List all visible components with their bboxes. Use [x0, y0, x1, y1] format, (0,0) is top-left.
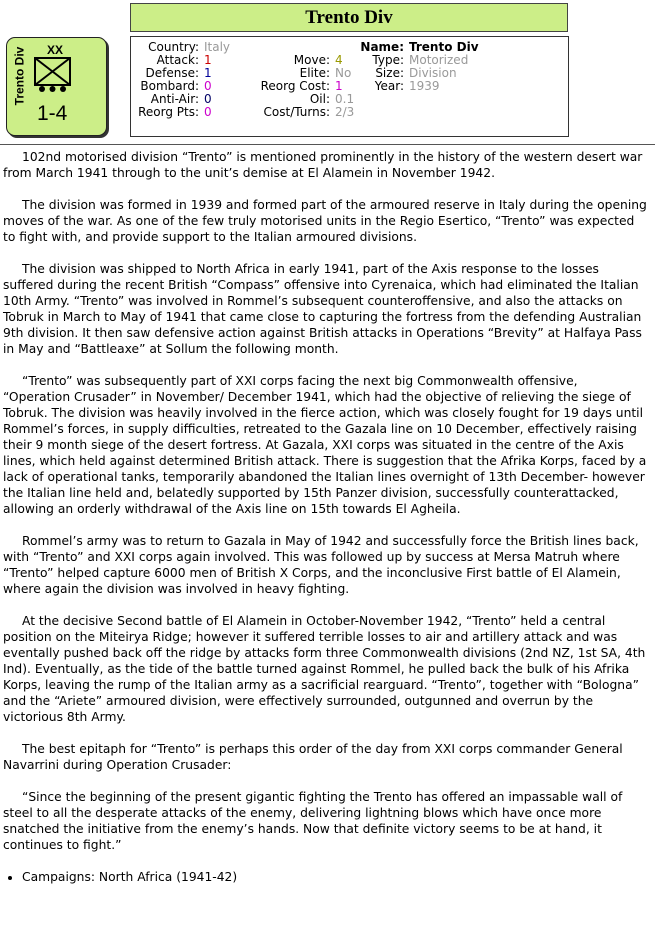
paragraph: 102nd motorised division “Trento” is mentioned prominently in the history of the western desert war from March 1941 through to the unit’s demise at El Alamein in November 1942.	[3, 150, 643, 180]
campaigns-list	[3, 869, 647, 885]
paragraph: The best epitaph for “Trento” is perhaps this order of the day from XXI corps commander General Navarrini during Operation Crusader:	[3, 742, 623, 772]
anti-air-row: Anti-Air: 0	[150, 92, 212, 106]
unit-description	[3, 149, 647, 885]
defense-row: Defense: 1	[145, 66, 212, 80]
header-divider	[0, 144, 655, 145]
unit-info-panel	[130, 36, 569, 137]
paragraph: At the decisive Second battle of El Alamein in October-November 1942, “Trento” held a central position on the Miteirya Ridge; however it suffered terrible losses to air and artillery attack and was eventally pushed back off the ridge by attacks form three Commonwealth divisions (2nd NZ, 1st SA, 4th Ind). Eventually, as the tide of the battle turned against Rommel, he pulled back the bulk of his Afrika Korps, leaving the rump of the Italian army as a sacrificial rearguard. “Trento”, together with “Bologna” and the “Ariete” armoured division, were effectively surrounded, outgunned and overrun by the victorious 8th Army.	[3, 614, 646, 724]
cost-turns-value: 2/3	[335, 105, 355, 119]
bombard-value: 0	[204, 79, 212, 93]
counter-unit-name: Trento Div	[12, 46, 26, 106]
quote-paragraph: “Since the beginning of the present gigantic fighting the Trento has offered an impassable wall of steel to all the desperate attacks of the enemy, delivering lightning blows which have once more snatched the initiative from the enemy’s hands. Now that definite victory seems to be at hand, it continues to fight.”	[3, 790, 623, 852]
size-value: Division	[409, 66, 457, 80]
campaigns-item: • Campaigns: North Africa (1941-42)	[22, 869, 647, 885]
counter-size-marker: XX	[47, 43, 64, 57]
anti-air-value: 0	[204, 92, 212, 106]
reorg-cost-value: 1	[335, 79, 343, 93]
attack-row: Attack: 1	[156, 53, 212, 67]
paragraph: The division was shipped to North Africa in early 1941, part of the Axis response to the losses suffered during the recent British “Compass” offensive into Cyrenaica, which had eliminated the Italian 10th Army. “Trento” was involved in Rommel’s subsequent counteroffensive, and also the attacks on Tobruk in March to May of 1941 that came close to capturing the fortress from the defending Australian 9th division. It then saw defensive action against British attacks in Operations “Brevity” at Halfaya Pass in May and “Battleaxe” at Sollum the following month.	[3, 262, 642, 356]
oil-row: Oil: 0.1	[309, 92, 355, 106]
reorg-cost-row: Reorg Cost: 1	[260, 79, 343, 93]
elite-row: Elite: No	[299, 66, 352, 80]
motorized-infantry-symbol-icon	[34, 57, 71, 93]
year-row: Year: 1939	[374, 79, 440, 93]
reorg-pts-value: 0	[204, 105, 212, 119]
move-row: Move: 4	[293, 53, 343, 67]
country-value: Italy	[204, 40, 231, 54]
size-row: Size: Division	[375, 66, 457, 80]
paragraph: The division was formed in 1939 and formed part of the armoured reserve in Italy during the opening moves of the war. As one of the few truly motorised units in the Regio Esertico, “Trento” was expected to fight with, and provide support to the Italian armoured divisions.	[3, 198, 647, 244]
type-row: Type: Motorized	[372, 53, 469, 67]
year-value: 1939	[409, 79, 440, 93]
name-row: Name: Trento Div	[360, 40, 479, 54]
bombard-row: Bombard: 0	[140, 79, 212, 93]
type-value: Motorized	[409, 53, 469, 67]
unit-counter	[6, 37, 107, 136]
defense-value: 1	[204, 66, 212, 80]
reorg-pts-row: Reorg Pts: 0	[138, 105, 212, 119]
cost-turns-row: Cost/Turns: 2/3	[263, 105, 355, 119]
name-value: Trento Div	[409, 40, 479, 54]
paragraph: Rommel’s army was to return to Gazala in May of 1942 and successfully force the British lines back, with “Trento” and XXI corps again involved. This was followed up by success at Mersa Matruh where “Trento” helped capture 6000 men of British X Corps, and the inconclusive First battle of El Alamein, where again the division was involved in heavy fighting.	[3, 534, 639, 596]
move-value: 4	[335, 53, 343, 67]
attack-value: 1	[204, 53, 212, 67]
paragraph: “Trento” was subsequently part of XXI corps facing the next big Commonwealth offensive, “Operation Crusader” in November/ December 1941, which had the objective of relieving the siege of Tobruk. The division was heavily involved in the fierce action, which was closely fought for 19 days until Rommel’s forces, in supply difficulties, retreated to the Gazala line on 10 December, effectively raising their 9 month siege of the desert fortress. At Gazala, XXI corps was situated in the centre of the Axis lines, which held against determined British attack. There is suggestion that the Afrika Korps, faced by a lack of operational tanks, temporarily abandoned the Italian lines overnight of 13th December- however the Italian line held and, belatedly supported by 15th Panzer division, successfully counterattacked, allowing an orderly withdrawal of the Axis line on 15th towards El Agheila.	[3, 374, 647, 516]
oil-value: 0.1	[335, 92, 355, 106]
unit-title: Trento Div	[130, 3, 568, 32]
counter-combat-stats: 1-4	[37, 102, 68, 125]
country-row: Country: Italy	[148, 40, 231, 54]
elite-value: No	[335, 66, 352, 80]
